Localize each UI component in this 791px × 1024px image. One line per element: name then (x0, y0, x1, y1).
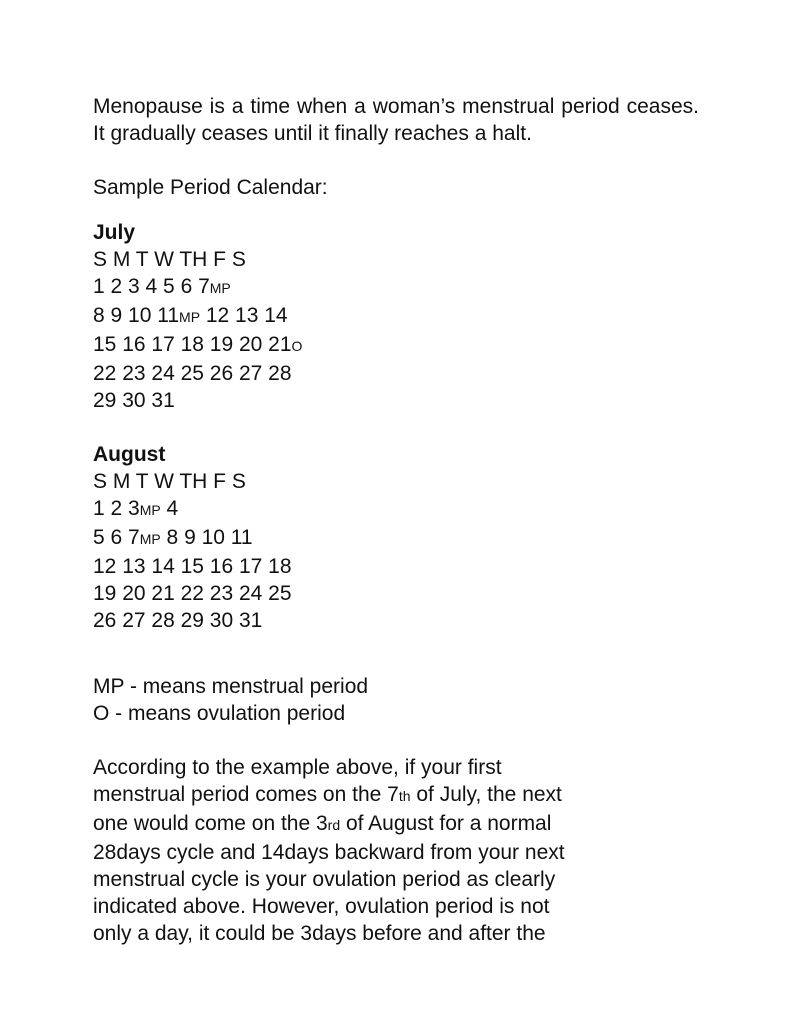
month-name: August (93, 443, 166, 466)
ordinal-suffix: rd (327, 817, 341, 833)
calendar-days: 8 9 10 11 (160, 526, 253, 549)
calendar-days: 4 (160, 497, 179, 520)
calendar-row: 19 20 21 22 23 24 25 (93, 582, 292, 605)
paragraph-line: 28days cycle and 14days backward from your next (93, 841, 565, 864)
menstrual-mark: MP (139, 531, 161, 547)
paragraph-line: menstrual cycle is your ovulation period as clearly (93, 868, 556, 891)
calendar-days: 1 2 3 4 5 6 7 (93, 275, 210, 298)
paragraph-line: indicated above. However, ovulation period is not (93, 895, 550, 918)
paragraph-text: of August for a normal (340, 812, 552, 835)
calendar-days: 8 9 10 11 (93, 304, 180, 327)
calendar-row: 12 13 14 15 16 17 18 (93, 555, 292, 578)
intro-line-1: Menopause is a time when a woman’s menstrual period (93, 95, 620, 118)
paragraph-text: of July, the next (410, 783, 562, 806)
calendar-row (93, 495, 699, 524)
paragraph-line (93, 810, 623, 839)
august-calendar (93, 441, 699, 634)
calendar-days: 15 16 17 18 19 20 21 (93, 333, 292, 356)
calendar-caption: Sample Period Calendar: (93, 176, 328, 199)
paragraph-line (93, 781, 623, 810)
calendar-row: 26 27 28 29 30 31 (93, 609, 263, 632)
paragraph-line: According to the example above, if your first (93, 756, 502, 779)
calendar-days: 5 6 7 (93, 526, 140, 549)
calendar-row (93, 302, 699, 331)
intro-line-2: ceases. It gradually ceases until it finally reaches a halt. (93, 95, 699, 145)
menstrual-mark: MP (209, 280, 231, 296)
calendar-days: 1 2 3 (93, 497, 140, 520)
legend (93, 673, 699, 727)
calendar-row: 29 30 31 (93, 389, 175, 412)
menstrual-mark: MP (179, 309, 201, 325)
paragraph-text: menstrual period comes on the 7 (93, 783, 399, 806)
weekday-header: S M T W TH F S (93, 248, 246, 271)
paragraph-line: only a day, it could be 3days before and after the (93, 922, 546, 945)
calendar-row: 22 23 24 25 26 27 28 (93, 362, 292, 385)
weekday-header: S M T W TH F S (93, 470, 246, 493)
paragraph-text: one would come on the 3 (93, 812, 328, 835)
ovulation-mark: O (291, 338, 303, 354)
explanation-paragraph (93, 754, 623, 947)
month-name: July (93, 221, 136, 244)
july-calendar (93, 219, 699, 414)
calendar-row (93, 524, 699, 553)
legend-o: O - means ovulation period (93, 702, 346, 725)
calendar-row (93, 273, 699, 302)
calendar-days: 12 13 14 (200, 304, 288, 327)
menstrual-mark: MP (139, 502, 161, 518)
legend-mp: MP - means menstrual period (93, 675, 369, 698)
calendar-row (93, 331, 699, 360)
intro-paragraph (93, 93, 699, 147)
document-page (93, 93, 699, 947)
ordinal-suffix: th (398, 788, 411, 804)
